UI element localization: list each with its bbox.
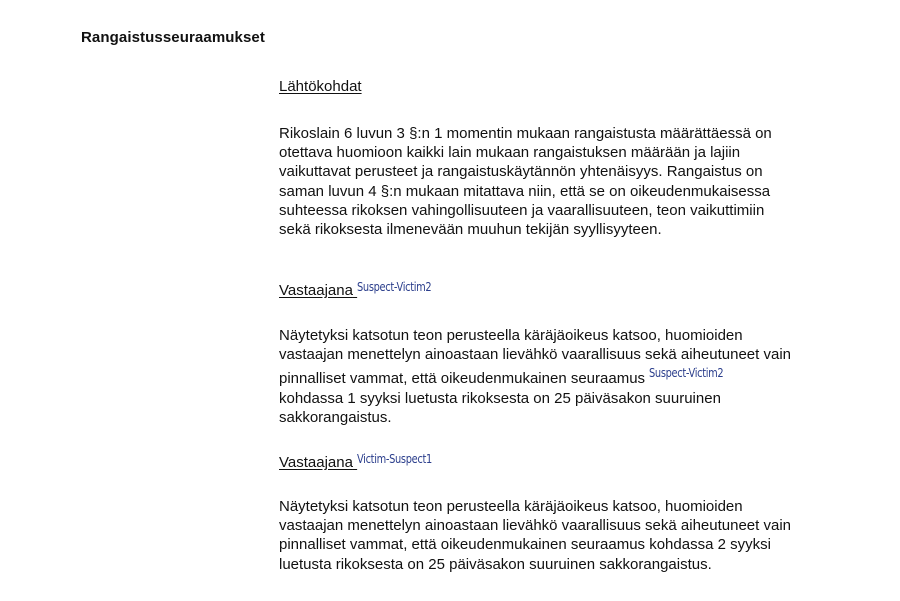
- paragraph-line: otettava huomioon kaikki lain mukaan rangaistuksen määrään ja lajiin: [279, 144, 741, 162]
- pseudonym-tag: Suspect-Victim2: [357, 280, 432, 294]
- section-heading-vastaajana-2: [279, 450, 448, 472]
- document-title: Rangaistusseuraamukset: [81, 29, 265, 46]
- paragraph-line: suhteessa rikoksen vahingollisuuteen ja vaarallisuuteen, teon vaikuttimiin: [279, 201, 765, 219]
- paragraph-line: vastaajan menettelyn ainoastaan lievähkö vaarallisuus sekä aiheutuneet vain: [279, 346, 791, 364]
- paragraph-line: luetusta rikoksesta on 25 päiväsakon suuruinen sakkorangaistus.: [279, 555, 712, 573]
- paragraph-line: vaikuttavat perusteet ja rangaistuskäytännön yhtenäisyys. Rangaistus on: [279, 163, 763, 181]
- paragraph-line: pinnalliset vammat, että oikeudenmukainen seuraamus kohdassa 2 syyksi: [279, 536, 771, 554]
- section-heading-label: Lähtökohdat: [279, 78, 362, 95]
- section-heading-vastaajana-1: [279, 278, 448, 300]
- paragraph-line: saman luvun 4 §:n mukaan mitattava niin, että se on oikeudenmukaisessa: [279, 182, 771, 200]
- paragraph-line: sakkorangaistus.: [279, 408, 392, 426]
- paragraph-lahtokohdat: [279, 124, 839, 239]
- paragraph-line: sekä rikoksesta ilmenevään muuhun tekijän syyllisyyteen.: [279, 221, 662, 239]
- paragraph-line: vastaajan menettelyn ainoastaan lievähkö vaarallisuus sekä aiheutuneet vain: [279, 517, 791, 535]
- pseudonym-tag: Victim-Suspect1: [357, 452, 433, 466]
- paragraph-line: Rikoslain 6 luvun 3 §:n 1 momentin mukaan rangaistusta määrättäessä on: [279, 125, 772, 142]
- paragraph-vastaajana-1: [279, 326, 839, 427]
- paragraph-line: Näytetyksi katsotun teon perusteella käräjäoikeus katsoo, huomioiden: [279, 498, 743, 515]
- paragraph-line: [279, 364, 839, 388]
- section-heading-lahtokohdat: [279, 77, 362, 96]
- section-heading-label: Vastaajana: [279, 454, 353, 471]
- paragraph-line-text: pinnalliset vammat, että oikeudenmukainen seuraamus: [279, 370, 646, 388]
- pseudonym-tag-inline: Suspect-Victim2: [649, 366, 724, 381]
- paragraph-line: kohdassa 1 syyksi luetusta rikoksesta on 25 päiväsakon suuruinen: [279, 389, 721, 407]
- section-heading-label: Vastaajana: [279, 282, 353, 299]
- paragraph-line: Näytetyksi katsotun teon perusteella käräjäoikeus katsoo, huomioiden: [279, 327, 743, 344]
- paragraph-vastaajana-2: [279, 497, 839, 574]
